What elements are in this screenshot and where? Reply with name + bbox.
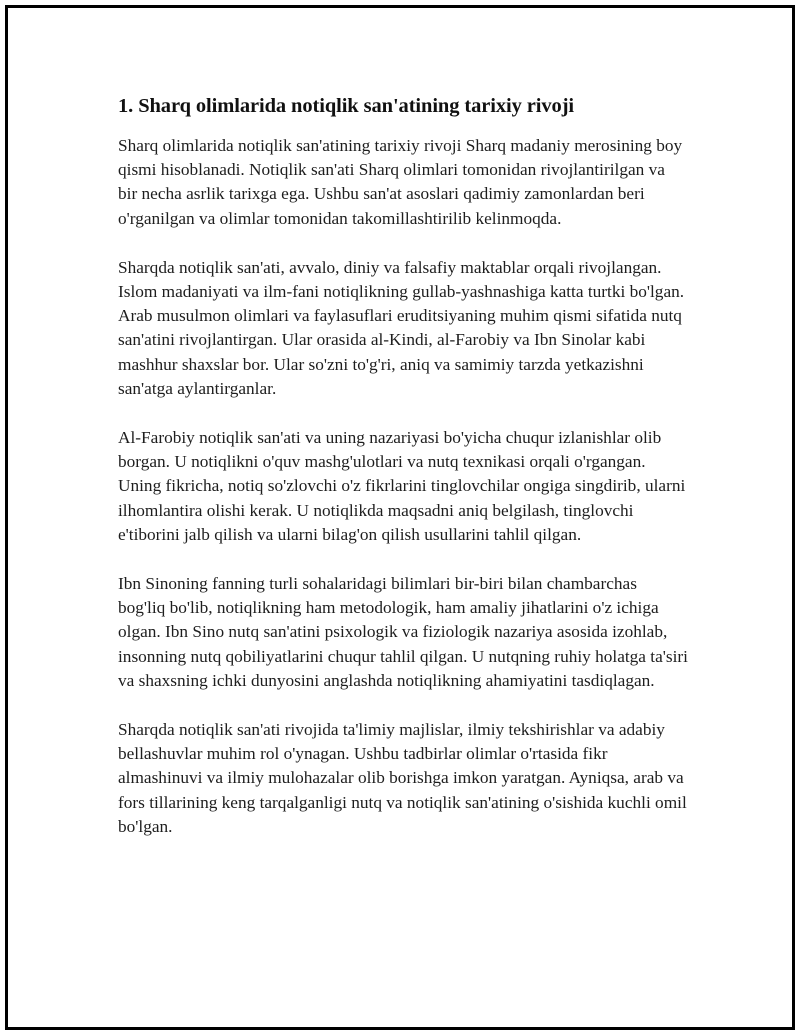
document-body xyxy=(118,92,688,864)
section-title: 1. Sharq olimlarida notiqlik san'atining tarixiy rivoji xyxy=(118,95,575,117)
paragraph-5: Sharqda notiqlik san'ati rivojida ta'limiy majlislar, ilmiy tekshirishlar va adabiy bellashuvlar muhim rol o'ynagan. Ushbu tadbirlar olimlar o'rtasida fikr almashinuvi va ilmiy mulohazalar olib borishga imkon yaratgan. Ayniqsa, arab va fors tillarining keng tarqalganligi nutq va notiqlik san'atining o'sishida kuchli omil bo'lgan. xyxy=(118,720,687,836)
paragraph-4: Ibn Sinoning fanning turli sohalaridagi bilimlari bir-biri bilan chambarchas bog'liq bo'lib, notiqlikning ham metodologik, ham amaliy jihatlarini o'z ichiga olgan. Ibn Sino nutq san'atini psixologik va fiziologik nazariya asosida izohlab, insonning nutq qobiliyatlarini chuqur tahlil qilgan. U nutqning ruhiy holatga ta'siri va shaxsning ichki dunyosini anglashda notiqlikning ahamiyatini tasdiqlagan. xyxy=(118,574,688,690)
paragraph-3: Al-Farobiy notiqlik san'ati va uning nazariyasi bo'yicha chuqur izlanishlar olib borgan. U notiqlikni o'quv mashg'ulotlari va nutq texnikasi orqali o'rgangan. Uning fikricha, notiq so'zlovchi o'z fikrlarini tinglovchilar ongiga singdirib, ularni ilhomlantira olishi kerak. U notiqlikda maqsadni aniq belgilash, tinglovchi e'tiborini jalb qilish va ularni bilag'on qilish usullarini tahlil qilgan. xyxy=(118,428,686,544)
paragraph-1: Sharq olimlarida notiqlik san'atining tarixiy rivoji Sharq madaniy merosining boy qismi hisoblanadi. Notiqlik san'ati Sharq olimlari tomonidan rivojlantirilgan va bir necha asrlik tarixga ega. Ushbu san'at asoslari qadimiy zamonlardan beri o'rganilgan va olimlar tomonidan takomillashtirilib kelinmoqda. xyxy=(118,136,683,228)
paragraph-2: Sharqda notiqlik san'ati, avvalo, diniy va falsafiy maktablar orqali rivojlangan. Islom madaniyati va ilm-fani notiqlikning gullab-yashnashiga katta turtki bo'lgan. Arab musulmon olimlari va faylasuflari eruditsiyaning muhim qismi sifatida nutq san'atini rivojlantirgan. Ular orasida al-Kindi, al-Farobiy va Ibn Sinolar kabi mashhur shaxslar bor. Ular so'zni to'g'ri, aniq va samimiy tarzda yetkazishni san'atga aylantirganlar. xyxy=(118,257,685,398)
